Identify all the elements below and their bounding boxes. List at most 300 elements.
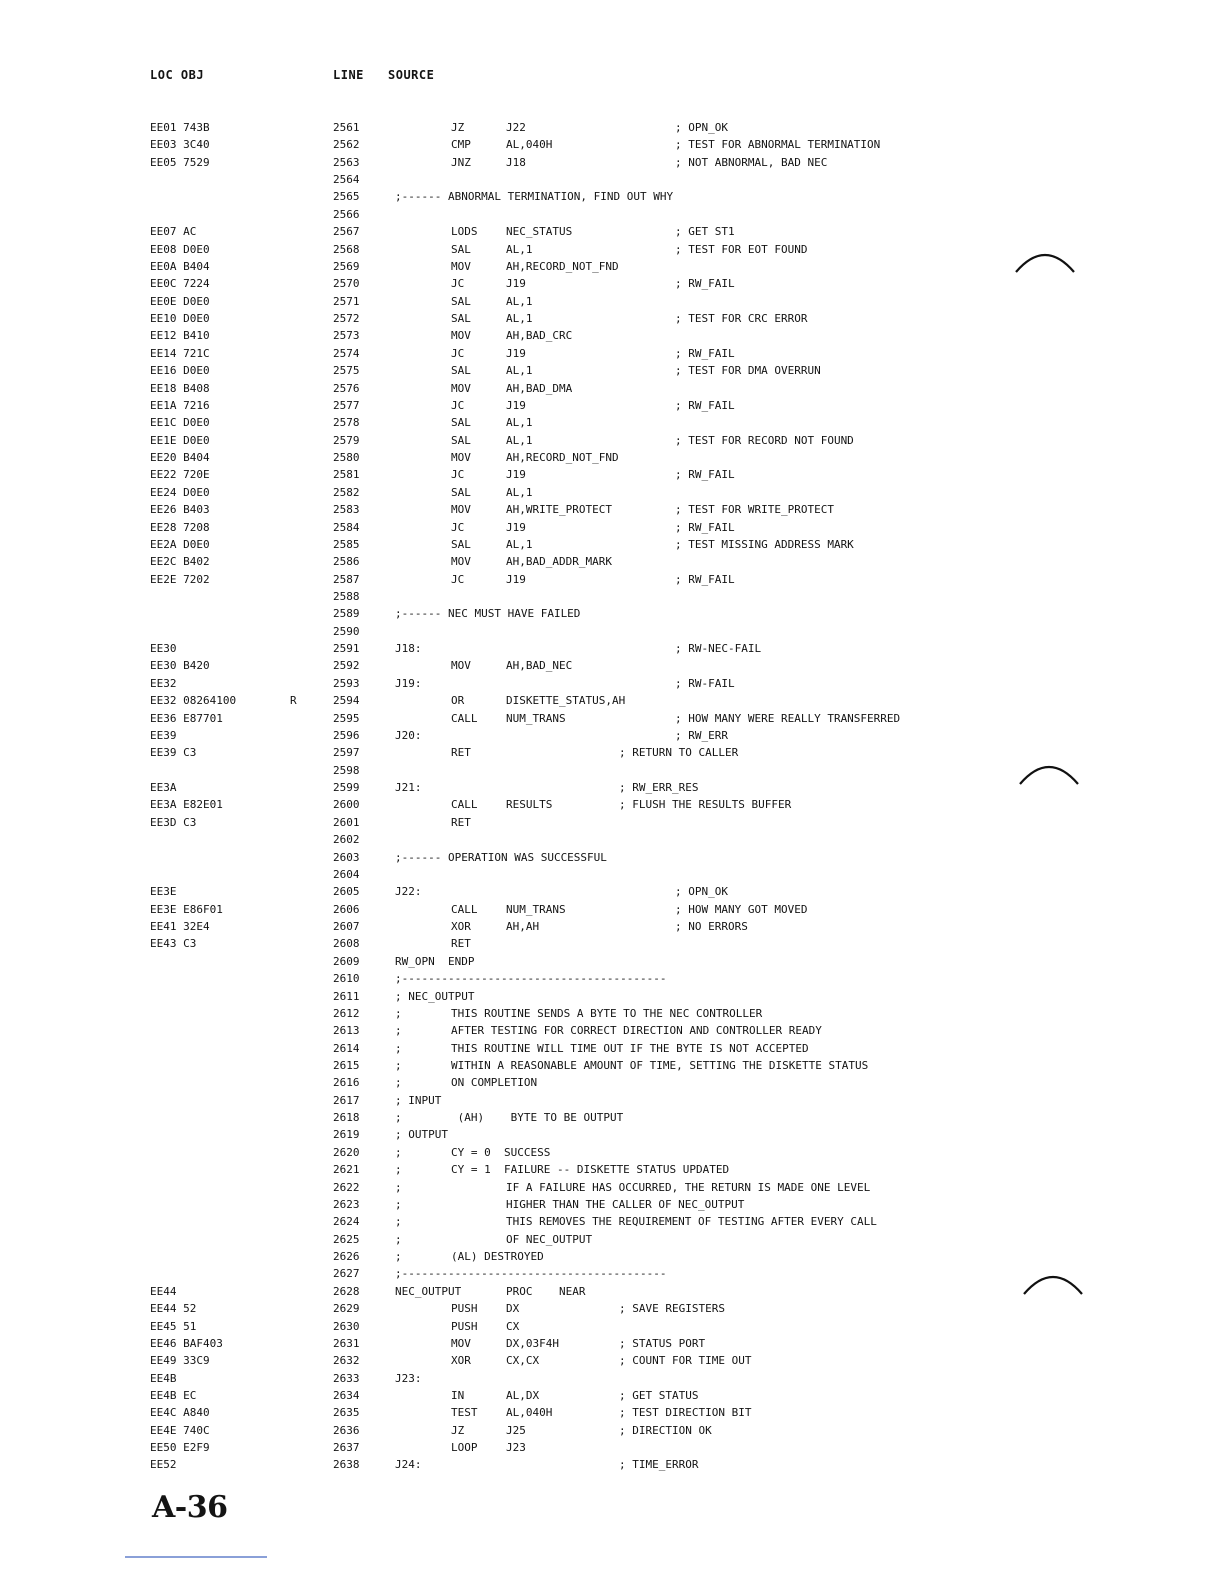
- operand: NUM_TRANS: [506, 711, 566, 725]
- operand: NEC_STATUS: [506, 225, 573, 239]
- listing-row: [0, 414, 1224, 431]
- operand: DX: [506, 1302, 520, 1316]
- line-number: 2618: [333, 1111, 360, 1125]
- line-number: 2576: [333, 381, 360, 395]
- operand: J19: [506, 277, 526, 291]
- loc-obj: EE18 B408: [150, 381, 210, 395]
- line-number: 2587: [333, 572, 360, 586]
- listing-row: [0, 484, 1224, 501]
- line-number: 2629: [333, 1302, 360, 1316]
- opcode: SAL: [451, 433, 471, 447]
- line-number: 2607: [333, 920, 360, 934]
- comment: ; RW_FAIL: [675, 468, 735, 482]
- line-number: 2574: [333, 346, 360, 360]
- line-number: 2608: [333, 937, 360, 951]
- line-number: 2575: [333, 364, 360, 378]
- loc-obj: EE46 BAF403: [150, 1336, 223, 1350]
- comment: ; RW_FAIL: [675, 572, 735, 586]
- line-number: 2598: [333, 763, 360, 777]
- listing-row: [0, 1144, 1224, 1161]
- listing-row: [0, 1213, 1224, 1230]
- comment: ; DIRECTION OK: [619, 1423, 712, 1437]
- source-text: ;: [395, 1197, 402, 1211]
- header-loc-obj: LOC OBJ: [150, 68, 205, 82]
- comment: ; TEST FOR EOT FOUND: [675, 242, 808, 256]
- label: J23:: [395, 1371, 422, 1385]
- line-number: 2615: [333, 1058, 360, 1072]
- comment-text: ON COMPLETION: [451, 1076, 538, 1090]
- comment-text: WITHIN A REASONABLE AMOUNT OF TIME, SETTING THE DISKETTE STATUS: [451, 1058, 869, 1072]
- listing-row: [0, 605, 1224, 622]
- comment: ; GET ST1: [675, 225, 735, 239]
- comment: ; RETURN TO CALLER: [619, 746, 739, 760]
- binder-arc-3-icon: [1020, 1266, 1086, 1298]
- operand: AH,WRITE_PROTECT: [506, 503, 612, 517]
- opcode: SAL: [451, 485, 471, 499]
- source-text: ;------ OPERATION WAS SUCCESSFUL: [395, 850, 607, 864]
- line-number: 2623: [333, 1197, 360, 1211]
- line-number: 2588: [333, 589, 360, 603]
- line-number: 2612: [333, 1006, 360, 1020]
- listing-row: [0, 1092, 1224, 1109]
- opcode: SAL: [451, 416, 471, 430]
- line-number: 2594: [333, 694, 360, 708]
- line-number: 2578: [333, 416, 360, 430]
- operand: DISKETTE_STATUS,AH: [506, 694, 626, 708]
- line-number: 2572: [333, 312, 360, 326]
- operand: AL,1: [506, 485, 533, 499]
- loc-obj: EE44: [150, 1284, 177, 1298]
- comment: ; SAVE REGISTERS: [619, 1302, 725, 1316]
- loc-obj: EE4E 740C: [150, 1423, 210, 1437]
- opcode: CALL: [451, 902, 478, 916]
- listing-row: [0, 345, 1224, 362]
- opcode: JC: [451, 468, 465, 482]
- source-text: ;: [395, 1180, 402, 1194]
- operand: PROC NEAR: [506, 1284, 586, 1298]
- listing-row: [0, 380, 1224, 397]
- line-number: 2590: [333, 624, 360, 638]
- listing-row: [0, 1231, 1224, 1248]
- line-number: 2634: [333, 1389, 360, 1402]
- listing-row: [0, 466, 1224, 483]
- line-number: 2584: [333, 520, 360, 534]
- line-number: 2606: [333, 902, 360, 916]
- line-number: 2600: [333, 798, 360, 812]
- operand: J22: [506, 121, 526, 134]
- loc-obj: EE24 D0E0: [150, 485, 210, 499]
- opcode: CMP: [451, 138, 471, 152]
- line-number: 2603: [333, 850, 360, 864]
- label: NEC_OUTPUT: [395, 1284, 462, 1298]
- listing-row: [0, 640, 1224, 657]
- comment-text: CY = 0 SUCCESS: [451, 1145, 551, 1159]
- listing-row: [0, 796, 1224, 813]
- line-number: 2613: [333, 1024, 360, 1038]
- listing-row: [0, 1057, 1224, 1074]
- listing-row: [0, 1179, 1224, 1196]
- line-number: 2601: [333, 815, 360, 829]
- loc-obj: EE03 3C40: [150, 138, 210, 152]
- line-number: 2635: [333, 1406, 360, 1420]
- opcode: PUSH: [451, 1319, 478, 1333]
- listing-row: [0, 1352, 1224, 1369]
- listing-row: [0, 727, 1224, 744]
- operand: AH,BAD_DMA: [506, 381, 573, 395]
- operand: RESULTS: [506, 798, 553, 812]
- line-number: 2568: [333, 242, 360, 256]
- source-text: ;------ ABNORMAL TERMINATION, FIND OUT WHY: [395, 190, 674, 204]
- listing-row: [0, 901, 1224, 918]
- listing-row: [0, 1005, 1224, 1022]
- loc-obj: EE4B: [150, 1371, 177, 1385]
- comment: ; OPN_OK: [675, 885, 728, 899]
- source-text: ; OUTPUT: [395, 1128, 448, 1142]
- opcode: MOV: [451, 555, 471, 569]
- operand: AL,1: [506, 537, 533, 551]
- source-text: RW_OPN ENDP: [395, 954, 475, 968]
- comment: ; STATUS PORT: [619, 1336, 706, 1350]
- loc-obj: EE30 B420: [150, 659, 210, 673]
- line-number: 2620: [333, 1145, 360, 1159]
- line-number: 2597: [333, 746, 360, 760]
- line-number: 2604: [333, 867, 360, 881]
- line-number: 2633: [333, 1371, 360, 1385]
- listing-row: [0, 1404, 1224, 1421]
- opcode: MOV: [451, 329, 471, 343]
- opcode: JZ: [451, 1423, 465, 1437]
- listing-row: [0, 397, 1224, 414]
- label: J24:: [395, 1458, 422, 1472]
- line-number: 2614: [333, 1041, 360, 1055]
- opcode: XOR: [451, 920, 471, 934]
- loc-obj: EE39 C3: [150, 746, 197, 760]
- opcode: MOV: [451, 381, 471, 395]
- line-number: 2593: [333, 676, 360, 690]
- listing-row: [0, 188, 1224, 205]
- listing-row: [0, 501, 1224, 518]
- binder-arc-1-icon: [1012, 244, 1078, 276]
- listing-row: [0, 1370, 1224, 1387]
- listing-row: [0, 918, 1224, 935]
- operand: AL,1: [506, 294, 533, 308]
- page-number: A-36: [152, 1490, 228, 1525]
- listing-row: [0, 1439, 1224, 1456]
- listing-row: [0, 831, 1224, 848]
- operand: J19: [506, 520, 526, 534]
- line-number: 2573: [333, 329, 360, 343]
- line-number: 2585: [333, 537, 360, 551]
- operand: NUM_TRANS: [506, 902, 566, 916]
- line-number: 2577: [333, 398, 360, 412]
- source-text: ;----------------------------------------: [395, 1267, 667, 1281]
- listing-row: [0, 553, 1224, 570]
- loc-obj: EE26 B403: [150, 503, 210, 517]
- comment: ; RW-NEC-FAIL: [675, 642, 762, 656]
- operand: CX,CX: [506, 1354, 540, 1368]
- line-number: 2596: [333, 728, 360, 742]
- loc-obj: EE2A D0E0: [150, 537, 210, 551]
- source-text: ;: [395, 1058, 402, 1072]
- line-number: 2628: [333, 1284, 360, 1298]
- loc-obj: EE12 B410: [150, 329, 210, 343]
- loc-obj: EE4B EC: [150, 1389, 197, 1402]
- source-text: ;: [395, 1006, 402, 1020]
- comment: ; GET STATUS: [619, 1389, 699, 1402]
- line-number: 2561: [333, 121, 360, 134]
- listing-row: [0, 1387, 1224, 1404]
- line-number: 2566: [333, 207, 360, 221]
- line-number: 2565: [333, 190, 360, 204]
- line-number: 2581: [333, 468, 360, 482]
- listing-row: [0, 449, 1224, 466]
- line-number: 2589: [333, 607, 360, 621]
- loc-obj: EE05 7529: [150, 155, 210, 169]
- loc-obj: EE50 E2F9: [150, 1441, 210, 1455]
- label: J19:: [395, 676, 422, 690]
- source-text: ;----------------------------------------: [395, 972, 667, 986]
- opcode: JC: [451, 277, 465, 291]
- operand: AL,1: [506, 433, 533, 447]
- operand: AL,DX: [506, 1389, 540, 1402]
- comment-text: THIS ROUTINE SENDS A BYTE TO THE NEC CONTROLLER: [451, 1006, 763, 1020]
- loc-obj: EE45 51: [150, 1319, 197, 1333]
- comment: ; RW_FAIL: [675, 398, 735, 412]
- comment-text-indented: HIGHER THAN THE CALLER OF NEC_OUTPUT: [506, 1197, 745, 1211]
- operand: AH,RECORD_NOT_FND: [506, 451, 619, 465]
- operand: AL,040H: [506, 1406, 553, 1420]
- listing-row: [0, 1109, 1224, 1126]
- listing-row: [0, 136, 1224, 153]
- listing-row: [0, 293, 1224, 310]
- opcode: RET: [451, 937, 471, 951]
- source-text: ;------ NEC MUST HAVE FAILED: [395, 607, 581, 621]
- line-number: 2586: [333, 555, 360, 569]
- opcode: JC: [451, 520, 465, 534]
- comment: ; TEST MISSING ADDRESS MARK: [675, 537, 854, 551]
- loc-obj: EE39: [150, 728, 177, 742]
- listing-row: [0, 1248, 1224, 1265]
- listing-row: [0, 657, 1224, 674]
- loc-obj: EE01 743B: [150, 121, 210, 134]
- comment: ; RW_FAIL: [675, 277, 735, 291]
- line-number: 2638: [333, 1458, 360, 1472]
- source-text: ;: [395, 1163, 402, 1177]
- header-line: LINE: [333, 68, 364, 82]
- loc-obj: EE30: [150, 642, 177, 656]
- line-number: 2624: [333, 1215, 360, 1229]
- opcode: LOOP: [451, 1441, 478, 1455]
- listing-row: [0, 1196, 1224, 1213]
- listing-row: [0, 1022, 1224, 1039]
- operand: J19: [506, 468, 526, 482]
- opcode: SAL: [451, 537, 471, 551]
- opcode: SAL: [451, 242, 471, 256]
- loc-obj: EE1A 7216: [150, 398, 210, 412]
- listing-row: [0, 310, 1224, 327]
- loc-obj: EE32: [150, 676, 177, 690]
- listing-row: [0, 883, 1224, 900]
- loc-obj: EE0A B404: [150, 259, 210, 273]
- source-text: ;: [395, 1250, 402, 1264]
- line-number: 2579: [333, 433, 360, 447]
- loc-obj: EE0C 7224: [150, 277, 210, 291]
- loc-obj: EE2E 7202: [150, 572, 210, 586]
- operand: AH,BAD_NEC: [506, 659, 573, 673]
- comment: ; HOW MANY GOT MOVED: [675, 902, 808, 916]
- opcode: PUSH: [451, 1302, 478, 1316]
- opcode: XOR: [451, 1354, 471, 1368]
- opcode: JC: [451, 346, 465, 360]
- comment: ; RW_ERR_RES: [619, 781, 699, 795]
- comment: ; NOT ABNORMAL, BAD NEC: [675, 155, 828, 169]
- line-number: 2592: [333, 659, 360, 673]
- loc-obj: EE3D C3: [150, 815, 197, 829]
- opcode: MOV: [451, 659, 471, 673]
- opcode: JC: [451, 572, 465, 586]
- comment: ; RW_FAIL: [675, 346, 735, 360]
- operand: J19: [506, 398, 526, 412]
- line-number: 2617: [333, 1093, 360, 1107]
- operand: J23: [506, 1441, 526, 1455]
- label: J22:: [395, 885, 422, 899]
- comment: ; FLUSH THE RESULTS BUFFER: [619, 798, 792, 812]
- label: J18:: [395, 642, 422, 656]
- operand: J18: [506, 155, 526, 169]
- opcode: LODS: [451, 225, 478, 239]
- label: J20:: [395, 728, 422, 742]
- comment-text: THIS ROUTINE WILL TIME OUT IF THE BYTE IS NOT ACCEPTED: [451, 1041, 809, 1055]
- scan-edge-line: [125, 1556, 267, 1558]
- listing-row: [0, 206, 1224, 223]
- line-number: 2610: [333, 972, 360, 986]
- line-number: 2616: [333, 1076, 360, 1090]
- loc-obj: EE44 52: [150, 1302, 197, 1316]
- opcode: SAL: [451, 312, 471, 326]
- listing-row: [0, 692, 1224, 709]
- comment-text-indented: IF A FAILURE HAS OCCURRED, THE RETURN IS MADE ONE LEVEL: [506, 1180, 871, 1194]
- listing-row: [0, 588, 1224, 605]
- listing-row: [0, 988, 1224, 1005]
- line-number: 2609: [333, 954, 360, 968]
- loc-obj: EE52: [150, 1458, 177, 1472]
- comment-text: CY = 1 FAILURE -- DISKETTE STATUS UPDATED: [451, 1163, 730, 1177]
- line-number: 2599: [333, 781, 360, 795]
- opcode: RET: [451, 815, 471, 829]
- comment: ; OPN_OK: [675, 121, 728, 134]
- operand: DX,03F4H: [506, 1336, 559, 1350]
- listing-row: [0, 171, 1224, 188]
- listing-row: [0, 953, 1224, 970]
- listing-row: [0, 432, 1224, 449]
- source-text: ; NEC_OUTPUT: [395, 989, 475, 1003]
- loc-obj: EE10 D0E0: [150, 312, 210, 326]
- source-text: ;: [395, 1215, 402, 1229]
- operand: J19: [506, 572, 526, 586]
- comment: ; RW-FAIL: [675, 676, 735, 690]
- opcode: JZ: [451, 121, 465, 134]
- operand: AH,BAD_CRC: [506, 329, 573, 343]
- listing-row: [0, 970, 1224, 987]
- operand: AH,AH: [506, 920, 540, 934]
- listing-row: [0, 119, 1224, 136]
- loc-obj: EE32 08264100: [150, 694, 237, 708]
- loc-obj: EE36 E87701: [150, 711, 223, 725]
- line-number: 2621: [333, 1163, 360, 1177]
- listing-row: [0, 1074, 1224, 1091]
- listing-row: [0, 849, 1224, 866]
- listing-row: [0, 1456, 1224, 1473]
- listing-row: [0, 536, 1224, 553]
- comment: ; TEST FOR WRITE_PROTECT: [675, 503, 834, 517]
- listing-row: [0, 327, 1224, 344]
- comment: ; TIME_ERROR: [619, 1458, 699, 1472]
- opcode: MOV: [451, 259, 471, 273]
- opcode: MOV: [451, 451, 471, 465]
- line-number: 2580: [333, 451, 360, 465]
- loc-obj: EE3A: [150, 781, 177, 795]
- loc-obj: EE4C A840: [150, 1406, 210, 1420]
- line-number: 2582: [333, 485, 360, 499]
- operand: AL,1: [506, 312, 533, 326]
- listing-row: [0, 1161, 1224, 1178]
- listing-row: [0, 814, 1224, 831]
- comment-text: (AL) DESTROYED: [451, 1250, 544, 1264]
- line-number: 2567: [333, 225, 360, 239]
- listing-row: [0, 275, 1224, 292]
- comment-text: (AH) BYTE TO BE OUTPUT: [451, 1111, 624, 1125]
- label: J21:: [395, 781, 422, 795]
- line-number: 2626: [333, 1250, 360, 1264]
- opcode: OR: [451, 694, 465, 708]
- loc-obj: EE14 721C: [150, 346, 210, 360]
- comment: ; RW_ERR: [675, 728, 728, 742]
- comment-text-indented: THIS REMOVES THE REQUIREMENT OF TESTING AFTER EVERY CALL: [506, 1215, 877, 1229]
- loc-obj: EE16 D0E0: [150, 364, 210, 378]
- loc-obj: EE2C B402: [150, 555, 210, 569]
- header-source: SOURCE: [388, 68, 435, 82]
- source-text: ;: [395, 1076, 402, 1090]
- source-text: ;: [395, 1111, 402, 1125]
- source-text: ;: [395, 1041, 402, 1055]
- operand: J25: [506, 1423, 526, 1437]
- line-number: 2632: [333, 1354, 360, 1368]
- listing-row: [0, 1318, 1224, 1335]
- opcode: IN: [451, 1389, 465, 1402]
- line-number: 2595: [333, 711, 360, 725]
- opcode: MOV: [451, 1336, 471, 1350]
- listing-row: [0, 1300, 1224, 1317]
- line-number: 2637: [333, 1441, 360, 1455]
- operand: CX: [506, 1319, 520, 1333]
- line-number: 2583: [333, 503, 360, 517]
- opcode: MOV: [451, 503, 471, 517]
- source-text: ;: [395, 1145, 402, 1159]
- listing-row: [0, 1040, 1224, 1057]
- opcode: SAL: [451, 364, 471, 378]
- comment: ; TEST FOR RECORD NOT FOUND: [675, 433, 854, 447]
- loc-obj: EE3E E86F01: [150, 902, 223, 916]
- loc-obj: EE22 720E: [150, 468, 210, 482]
- loc-obj: EE43 C3: [150, 937, 197, 951]
- loc-obj: EE0E D0E0: [150, 294, 210, 308]
- listing-row: [0, 710, 1224, 727]
- line-number: 2605: [333, 885, 360, 899]
- opcode: JC: [451, 398, 465, 412]
- line-number: 2563: [333, 155, 360, 169]
- comment: ; TEST FOR CRC ERROR: [675, 312, 808, 326]
- comment: ; HOW MANY WERE REALLY TRANSFERRED: [675, 711, 901, 725]
